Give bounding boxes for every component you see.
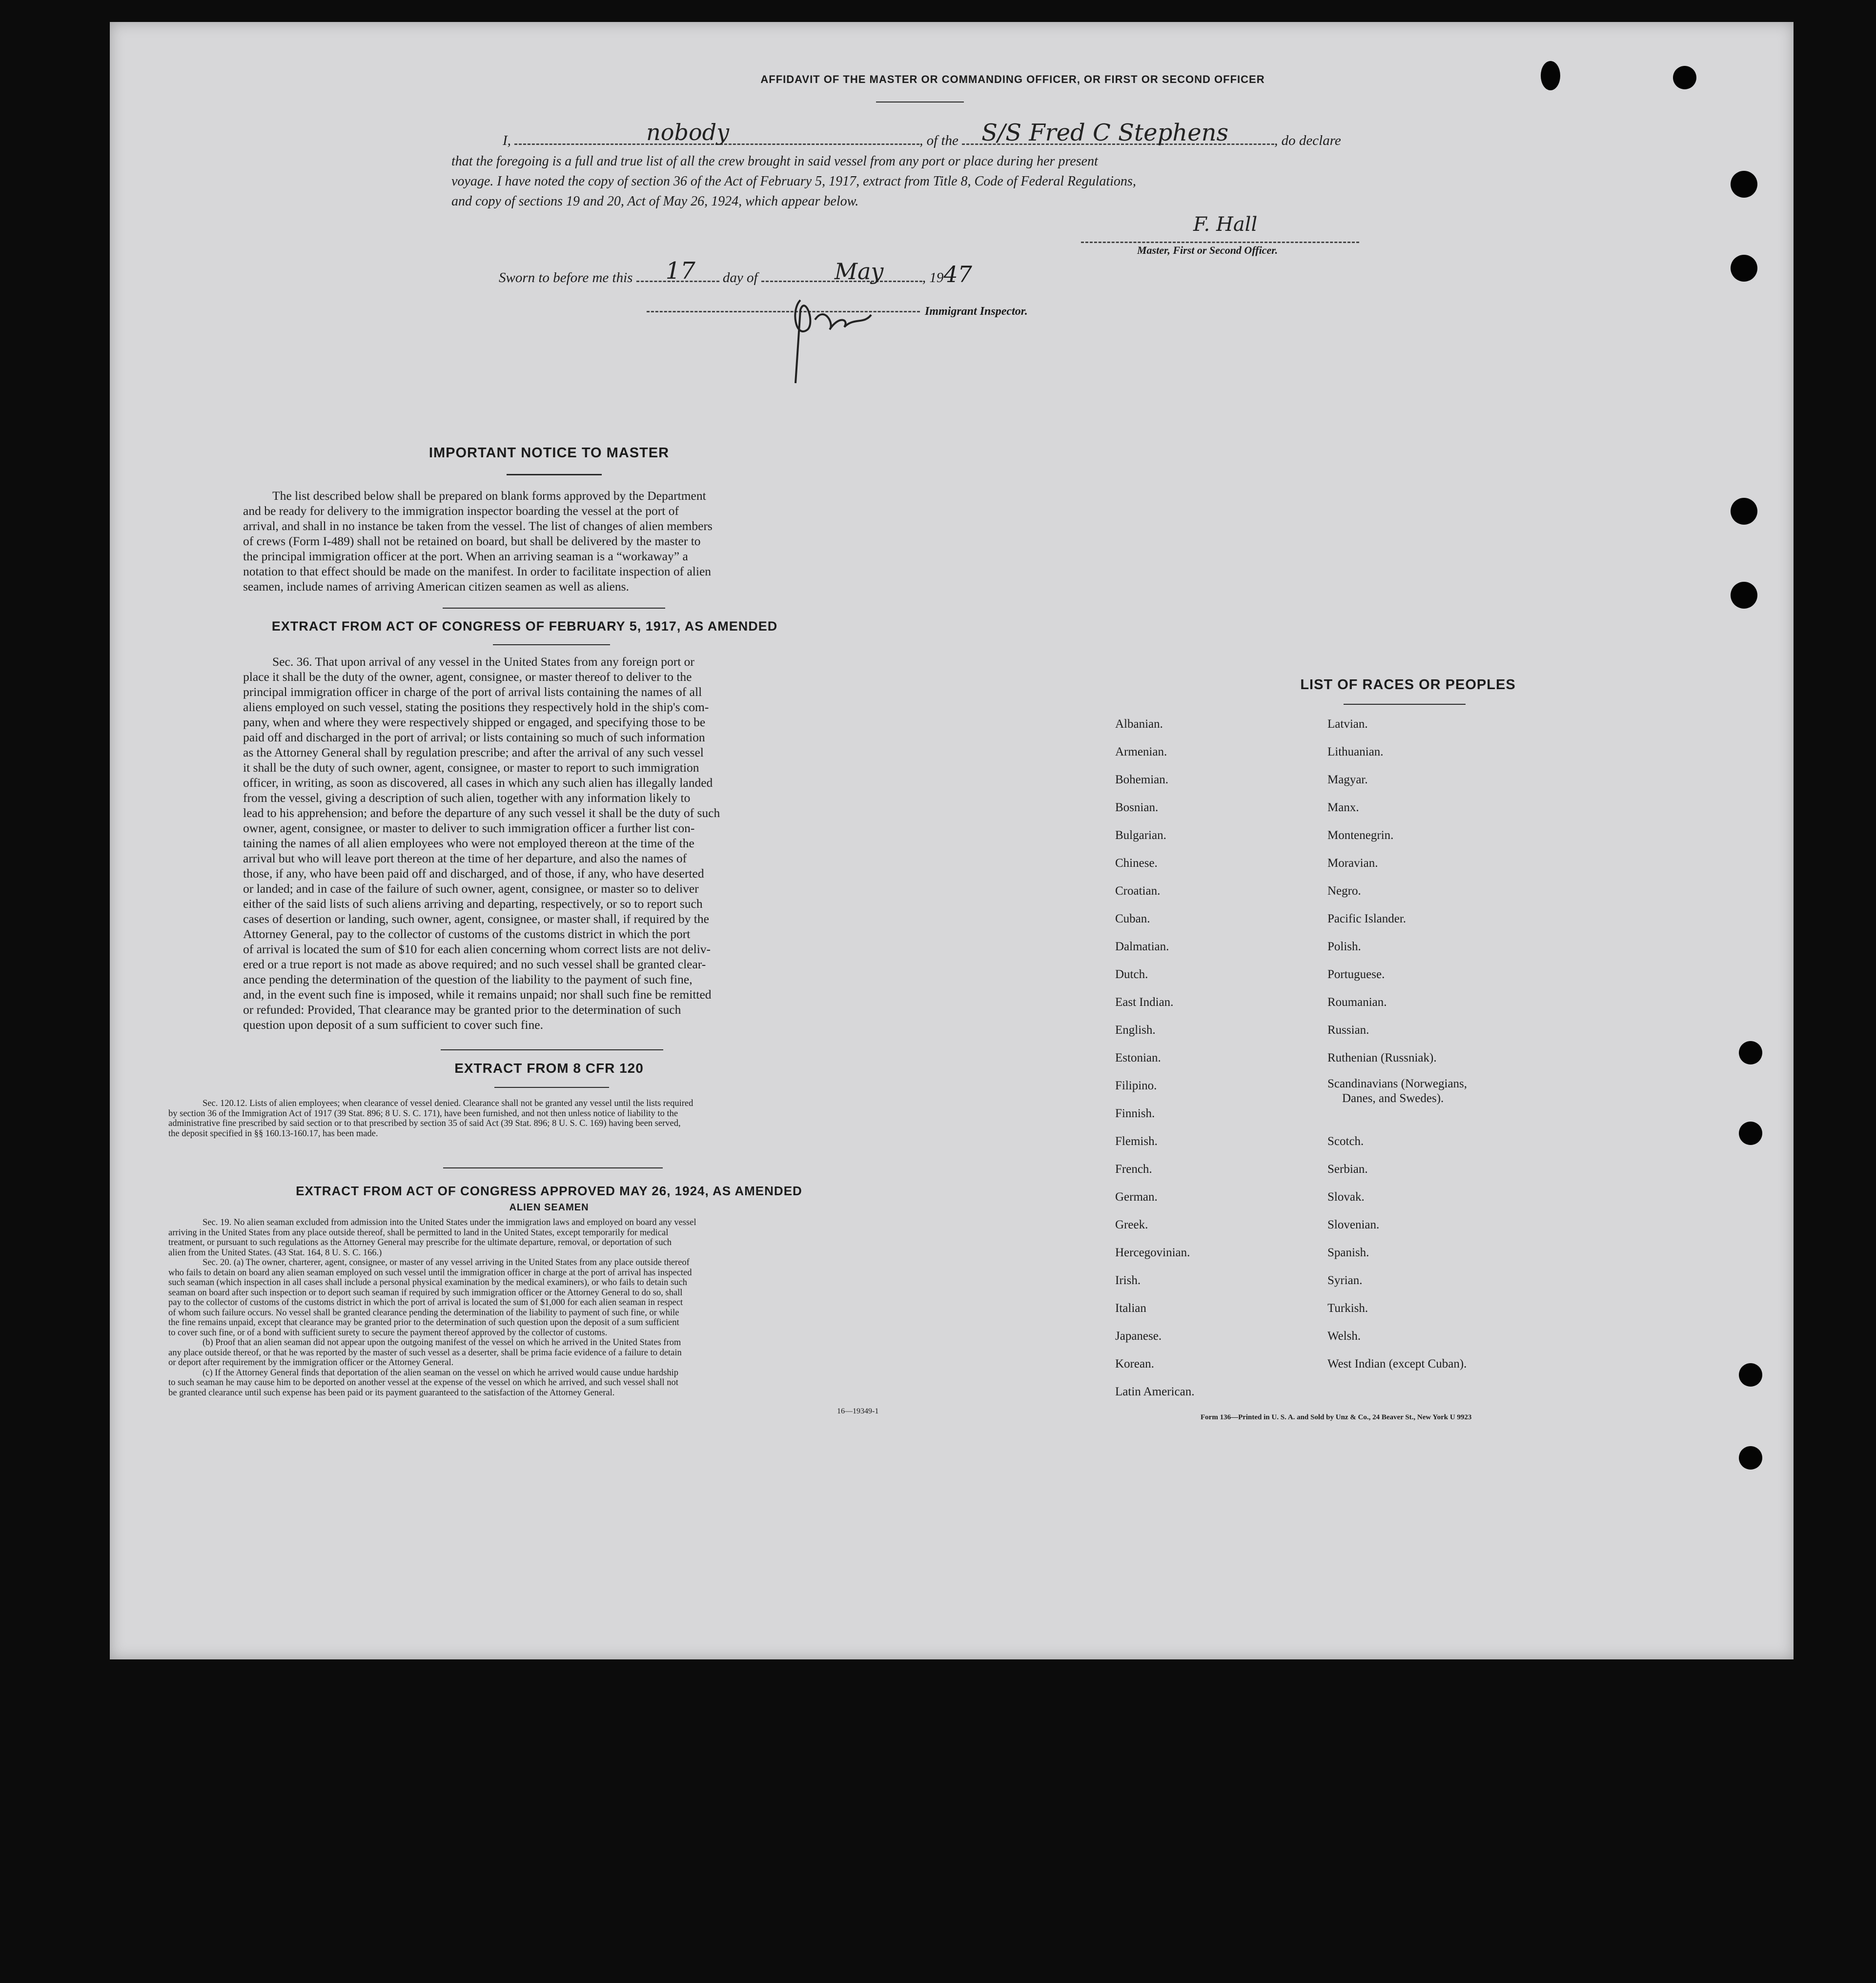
- binder-hole: [1731, 582, 1757, 609]
- race-item-scandinavians: [1327, 1072, 1467, 1127]
- act1924-line: or deport after requirement by the immigration officer or the Attorney General.: [168, 1358, 454, 1368]
- race-item: Spanish.: [1327, 1246, 1369, 1259]
- binder-hole: [1739, 1446, 1762, 1470]
- declaration-line: [503, 119, 1341, 149]
- act1917-line: owner, agent, consignee, or master to deliver to such immigration officer a further list con-: [243, 821, 695, 835]
- race-item: Latin American.: [1115, 1385, 1195, 1398]
- affidavit-body-line: and copy of sections 19 and 20, Act of May 26, 1924, which appear below.: [451, 194, 859, 209]
- act1924-line: (b) Proof that an alien seaman did not appear upon the outgoing manifest of the vessel on which he arrived in the United States from: [203, 1338, 681, 1348]
- year-suffix-handwriting: 47: [943, 261, 972, 287]
- act1917-line: Attorney General, pay to the collector of customs of the customs district in which the port: [243, 927, 691, 941]
- act1917-line: pany, when and where they were respectively shipped or engaged, and specifying those to be: [243, 715, 706, 729]
- act1917-line: of arrival is located the sum of $10 for each alien concerning whom correct lists are not deliv-: [243, 942, 711, 956]
- act1917-line: arrival but who will leave port thereon at the time of her departure, and also the names of: [243, 851, 687, 865]
- binder-hole: [1739, 1363, 1762, 1387]
- binder-hole: [1739, 1041, 1762, 1064]
- act1924-line: treatment, or pursuant to such regulations as the Attorney General may prescribe for the ultimate departure, removal, or deportation of such: [168, 1238, 672, 1247]
- notice-divider: [507, 474, 602, 475]
- notice-body: [243, 488, 806, 594]
- act1917-line: ered or a true report is not made as above required; and no such vessel shall be granted clear-: [243, 957, 706, 971]
- race-item-line: Danes, and Swedes).: [1342, 1092, 1444, 1105]
- race-item: Flemish.: [1115, 1135, 1158, 1148]
- notice-line: arrival, and shall in no instance be taken from the vessel. The list of changes of alien members: [243, 519, 713, 533]
- sworn-line: [499, 257, 972, 287]
- races-title: LIST OF RACES OR PEOPLES: [1300, 677, 1516, 693]
- sworn-month-handwriting: May: [834, 258, 884, 285]
- race-item: Armenian.: [1115, 745, 1167, 758]
- race-item: Negro.: [1327, 884, 1361, 898]
- vessel-name-field[interactable]: [962, 119, 1274, 146]
- act1924-line: alien from the United States. (43 Stat. 164, 8 U. S. C. 166.): [168, 1247, 382, 1258]
- act1917-divider: [493, 644, 610, 645]
- race-item: French.: [1115, 1163, 1152, 1176]
- act1924-line: seaman on board after such inspection or to deport such seaman if required by such immigration officer or the Attorney General to do so, shall: [168, 1288, 683, 1298]
- binder-hole: [1731, 498, 1757, 525]
- affidavit-body-line: that the foregoing is a full and true list of all the crew brought in said vessel from any port or place during her present: [451, 154, 1098, 169]
- act1917-line: principal immigration officer in charge of the port of arrival lists containing the names of all: [243, 685, 702, 699]
- binder-hole: [1739, 1122, 1762, 1145]
- cfr-line: by section 36 of the Immigration Act of 1917 (39 Stat. 896; 8 U. S. C. 171), have been furnished, and not then unless notice of liability to the: [168, 1108, 678, 1119]
- affidavit-body-line: voyage. I have noted the copy of section 36 of the Act of February 5, 1917, extract from Title 8, Code of Federal Regulations,: [451, 174, 1136, 189]
- race-item: Dutch.: [1115, 968, 1148, 981]
- of-the-label: , of the: [919, 133, 958, 148]
- cfr-line: administrative fine prescribed by said section or to that prescribed by section 35 of said Act (39 Stat. 896; 8 U. S. C. 169) having been served,: [168, 1119, 681, 1128]
- act1917-line: it shall be the duty of such owner, agent, consignee, or master to report to such immigration: [243, 760, 699, 775]
- race-item: West Indian (except Cuban).: [1327, 1357, 1467, 1370]
- act1917-title: EXTRACT FROM ACT OF CONGRESS OF FEBRUARY 5, 1917, AS AMENDED: [271, 619, 778, 634]
- act1917-line: from the vessel, giving a description of such alien, together with any information likely to: [243, 791, 691, 805]
- race-item: Portuguese.: [1327, 968, 1385, 981]
- officer-signature-line[interactable]: [1081, 241, 1359, 243]
- act1917-line: those, if any, who have been paid off and discharged, and of those, if any, who have deserted: [243, 866, 704, 880]
- act1917-line: officer, in writing, as soon as discovered, all cases in which any such alien has illegally landed: [243, 776, 713, 790]
- race-item: East Indian.: [1115, 996, 1174, 1009]
- act1917-line: Sec. 36. That upon arrival of any vessel in the United States from any foreign port or: [272, 654, 694, 669]
- race-item: Croatian.: [1115, 884, 1161, 898]
- sworn-day-handwriting: 17: [665, 257, 695, 285]
- race-item: German.: [1115, 1190, 1158, 1204]
- race-item: Greek.: [1115, 1218, 1148, 1231]
- act1917-line: paid off and discharged in the port of arrival; or lists containing so much of such information: [243, 730, 705, 744]
- act1924-line: of whom such failure occurs. No vessel shall be granted clearance pending the determination of the liability to payment of such fine, or while: [168, 1308, 679, 1318]
- act1924-line: any place outside thereof, or that he was reported by the master of such vessel as a deserter, shall be prima facie evidence of a failure to detain: [168, 1348, 682, 1358]
- act1917-line: either of the said lists of such aliens arriving and departing, respectively, or so to report such: [243, 897, 703, 911]
- act1924-line: be granted clearance until such expense has been paid or its payment guaranteed to the satisfaction of the Attorney General.: [168, 1388, 615, 1398]
- race-item: Chinese.: [1115, 857, 1158, 870]
- race-item: Turkish.: [1327, 1302, 1368, 1315]
- race-item: Manx.: [1327, 801, 1359, 814]
- race-item: Bulgarian.: [1115, 829, 1166, 842]
- declarant-name-field[interactable]: [514, 119, 919, 145]
- race-item: Korean.: [1115, 1357, 1154, 1370]
- act1917-line: lead to his apprehension; and before the departure of any such vessel it shall be the duty of such: [243, 806, 720, 820]
- race-item: Polish.: [1327, 940, 1361, 953]
- race-item: Moravian.: [1327, 857, 1378, 870]
- race-item: Filipino.: [1115, 1079, 1157, 1092]
- race-item: Scotch.: [1327, 1135, 1364, 1148]
- notice-line: notation to that effect should be made on the manifest. In order to facilitate inspection of alien: [243, 564, 712, 578]
- races-right-column: [1327, 710, 1467, 1378]
- cfr-end-divider: [443, 1167, 663, 1168]
- affidavit-body: [451, 151, 1501, 211]
- race-item: Serbian.: [1327, 1163, 1368, 1176]
- act1917-line: ance pending the determination of the question of the liability to the payment of such fine,: [243, 972, 693, 986]
- i-label: I,: [503, 133, 511, 148]
- act1924-footer-code: 16—19349-1: [837, 1407, 879, 1415]
- sworn-day-field[interactable]: [636, 257, 719, 285]
- race-item: Syrian.: [1327, 1274, 1363, 1287]
- races-left-column: [1115, 710, 1194, 1397]
- race-item: Finnish.: [1115, 1107, 1155, 1120]
- affidavit-title: AFFIDAVIT OF THE MASTER OR COMMANDING OFFICER, OR FIRST OR SECOND OFFICER: [760, 73, 1265, 85]
- act1917-line: and, in the event such fine is imposed, while it remains unpaid; nor shall such fine be remitted: [243, 987, 712, 1002]
- year-prefix: , 19: [922, 270, 944, 286]
- race-item: Irish.: [1115, 1274, 1141, 1287]
- act1924-subtitle: ALIEN SEAMEN: [509, 1202, 589, 1213]
- cfr-divider: [494, 1087, 609, 1088]
- notice-line: The list described below shall be prepared on blank forms approved by the Department: [272, 489, 706, 503]
- inspector-signature-scribble: [786, 281, 883, 393]
- vessel-handwriting: S/S Fred C Stephens: [981, 119, 1229, 146]
- cfr-title: EXTRACT FROM 8 CFR 120: [454, 1061, 644, 1076]
- act1924-line: arriving in the United States from any place outside thereof, shall be permitted to land in the United States, except temporarily for medical: [168, 1227, 669, 1238]
- race-item: Albanian.: [1115, 717, 1163, 731]
- race-item: Estonian.: [1115, 1051, 1161, 1064]
- race-item: Magyar.: [1327, 773, 1368, 786]
- day-of-label: day of: [722, 270, 758, 286]
- act1924-line: Sec. 19. No alien seaman excluded from admission into the United States under the immigration laws and employed on board any vessel: [203, 1218, 696, 1227]
- race-item: Lithuanian.: [1327, 745, 1384, 758]
- binder-hole: [1541, 61, 1560, 90]
- races-divider: [1344, 704, 1466, 705]
- act1917-line: cases of desertion or landing, such owner, agent, consignee, or master shall, if required by the: [243, 912, 709, 926]
- officer-caption: Master, First or Second Officer.: [1137, 244, 1278, 256]
- race-item: Slovak.: [1327, 1190, 1365, 1204]
- race-item: Italian: [1115, 1302, 1146, 1315]
- act1917-line: place it shall be the duty of the owner, agent, consignee, or master thereof to deliver to the: [243, 670, 692, 684]
- cfr-line: Sec. 120.12. Lists of alien employees; when clearance of vessel denied. Clearance shall not be granted any vessel until the lists required: [203, 1099, 693, 1108]
- race-item: Welsh.: [1327, 1329, 1361, 1343]
- notice-line: seamen, include names of arriving American citizen seamen as well as aliens.: [243, 579, 629, 593]
- race-item: Japanese.: [1115, 1329, 1162, 1343]
- act1924-line: pay to the collector of customs of the customs district in which the port of arrival is located the sum of $1,000 for each alien seaman in respect: [168, 1298, 683, 1308]
- race-item: Roumanian.: [1327, 996, 1387, 1009]
- race-item: Bohemian.: [1115, 773, 1169, 786]
- notice-title: IMPORTANT NOTICE TO MASTER: [428, 445, 670, 461]
- notice-line: the principal immigration officer at the port. When an arriving seaman is a “workaway” a: [243, 549, 688, 563]
- act1924-line: (c) If the Attorney General finds that deportation of the alien seaman on the vessel on which he arrived would cause undue hardship: [203, 1368, 679, 1378]
- act1917-body: [243, 654, 806, 1032]
- act1924-line: Sec. 20. (a) The owner, charterer, agent, consignee, or master of any vessel arriving in the United States from any place outside thereof: [203, 1258, 690, 1267]
- act1924-line: to cover such fine, or of a bond with sufficient surety to secure the payment thereof approved by the collector of customs.: [168, 1328, 608, 1338]
- act1917-line: aliens employed on such vessel, stating the positions they respectively hold in the ship's com-: [243, 700, 709, 714]
- race-item: Montenegrin.: [1327, 829, 1394, 842]
- act1924-body: [168, 1218, 944, 1398]
- inspector-caption: Immigrant Inspector.: [925, 305, 1028, 318]
- do-declare-label: , do declare: [1274, 133, 1341, 148]
- act1917-end-divider: [441, 1049, 663, 1050]
- race-item: Cuban.: [1115, 912, 1150, 925]
- act1924-line: the fine remains unpaid, except that clearance may be granted prior to the determination of such question upon the deposit of a sum sufficient: [168, 1318, 679, 1328]
- race-item: Bosnian.: [1115, 801, 1159, 814]
- race-item: Dalmatian.: [1115, 940, 1169, 953]
- cfr-body: [168, 1099, 944, 1139]
- binder-hole: [1731, 255, 1757, 282]
- officer-signature-handwriting: F. Hall: [1193, 213, 1258, 236]
- race-item: Russian.: [1327, 1023, 1369, 1037]
- notice-line: and be ready for delivery to the immigration inspector boarding the vessel at the port of: [243, 504, 679, 518]
- act1917-line: or refunded: Provided, That clearance may be granted prior to the determination of such: [243, 1002, 681, 1017]
- sworn-month-field[interactable]: [761, 258, 922, 285]
- race-item-line: Scandinavians (Norwegians,: [1327, 1077, 1468, 1090]
- act1917-line: question upon deposit of a sum sufficient to cover such fine.: [243, 1018, 543, 1032]
- race-item: Pacific Islander.: [1327, 912, 1407, 925]
- form-footer: Form 136—Printed in U. S. A. and Sold by Unz & Co., 24 Beaver St., New York U 9923: [1201, 1413, 1472, 1421]
- declarant-handwriting: nobody: [646, 119, 730, 145]
- act1917-line: as the Attorney General shall by regulation prescribe; and after the arrival of any such vessel: [243, 745, 704, 759]
- act1924-line: such seaman (which inspection in all cases shall include a personal physical examination by the medical examiners), or who fails to detain such: [168, 1278, 687, 1288]
- act1917-line: or landed; and in case of the failure of such owner, agent, consignee, or master so to deliver: [243, 881, 699, 896]
- binder-hole: [1673, 66, 1696, 89]
- act1924-line: to such seaman he may cause him to be deported on another vessel at the expense of the vessel on which he arrived, and such vessel shall not: [168, 1378, 678, 1388]
- race-item: Slovenian.: [1327, 1218, 1380, 1231]
- race-item: English.: [1115, 1023, 1156, 1037]
- cfr-line: the deposit specified in §§ 160.13-160.17, has been made.: [168, 1128, 378, 1139]
- sworn-label: Sworn to before me this: [499, 270, 633, 286]
- act1924-line: who fails to detain on board any alien seaman employed on such vessel until the immigration officer in charge at the port of arrival has inspected: [168, 1267, 692, 1278]
- act1924-title: EXTRACT FROM ACT OF CONGRESS APPROVED MAY 26, 1924, AS AMENDED: [296, 1184, 802, 1198]
- race-item: Hercegovinian.: [1115, 1246, 1190, 1259]
- notice-end-divider: [443, 608, 665, 609]
- binder-hole: [1731, 171, 1757, 198]
- race-item: Ruthenian (Russniak).: [1327, 1051, 1437, 1064]
- race-item: Latvian.: [1327, 717, 1368, 731]
- act1917-line: taining the names of all alien employees who were not employed thereon at the time of the: [243, 836, 694, 850]
- notice-line: of crews (Form I-489) shall not be retained on board, but shall be delivered by the master to: [243, 534, 701, 548]
- form-page: [110, 22, 1794, 1659]
